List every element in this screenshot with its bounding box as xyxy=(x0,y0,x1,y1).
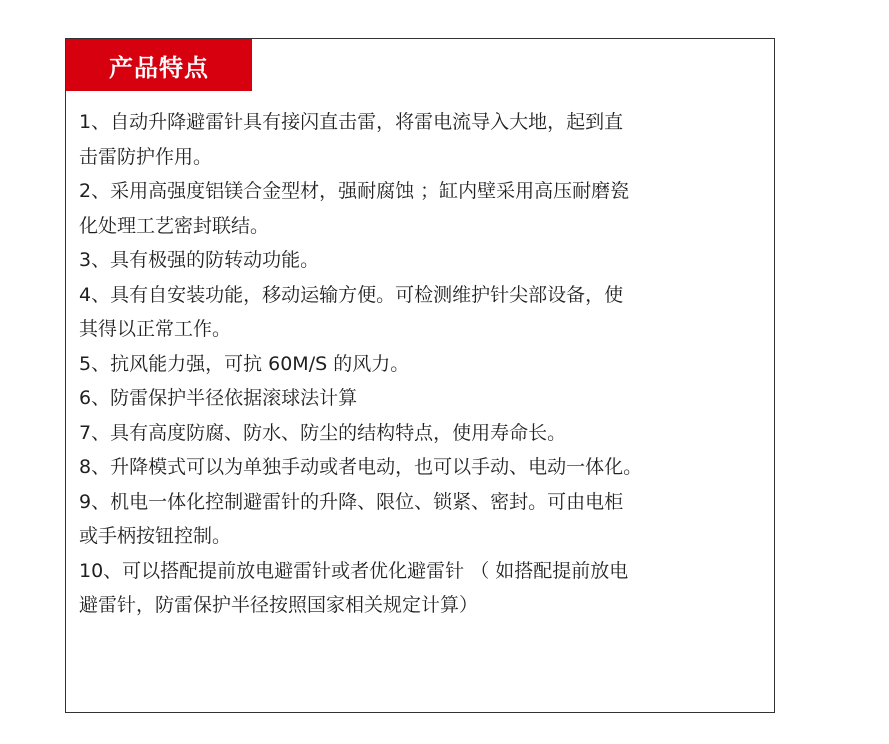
feature-line-15: 避雷针，防雷保护半径按照国家相关规定计算） xyxy=(79,594,479,616)
features-list xyxy=(79,105,769,623)
feature-line-14: 10、可以搭配提前放电避雷针或者优化避雷针 （ 如搭配提前放电 xyxy=(79,559,629,582)
feature-line-5: 3、具有极强的防转动功能。 xyxy=(79,249,320,271)
feature-line-11: 8、升降模式可以为单独手动或者电动，也可以手动、电动一体化。 xyxy=(79,456,643,478)
feature-line-13: 或手柄按钮控制。 xyxy=(79,525,232,547)
features-card xyxy=(65,38,775,713)
header-title: 产品特点 xyxy=(109,53,209,82)
feature-line-10: 7、具有高度防腐、防水、防尘的结构特点，使用寿命长。 xyxy=(79,421,567,444)
feature-line-2: 击雷防护作用。 xyxy=(79,145,213,168)
feature-line-8: 5、抗风能力强，可抗 60M/S 的风力。 xyxy=(79,352,410,375)
feature-line-1: 1、自动升降避雷针具有接闪直击雷，将雷电流导入大地，起到直 xyxy=(79,111,624,133)
feature-line-7: 其得以正常工作。 xyxy=(79,318,232,340)
feature-line-9: 6、防雷保护半径依据滚球法计算 xyxy=(79,387,358,409)
feature-line-6: 4、具有自安装功能，移动运输方便。可检测维护针尖部设备，使 xyxy=(79,283,624,306)
feature-line-12: 9、机电一体化控制避雷针的升降、限位、锁紧、密封。可由电柜 xyxy=(79,490,624,513)
feature-line-3: 2、采用高强度铝镁合金型材，强耐腐蚀 ；缸内壁采用高压耐磨瓷 xyxy=(79,180,630,202)
feature-line-4: 化处理工艺密封联结。 xyxy=(79,214,270,237)
header-tab xyxy=(66,39,252,91)
